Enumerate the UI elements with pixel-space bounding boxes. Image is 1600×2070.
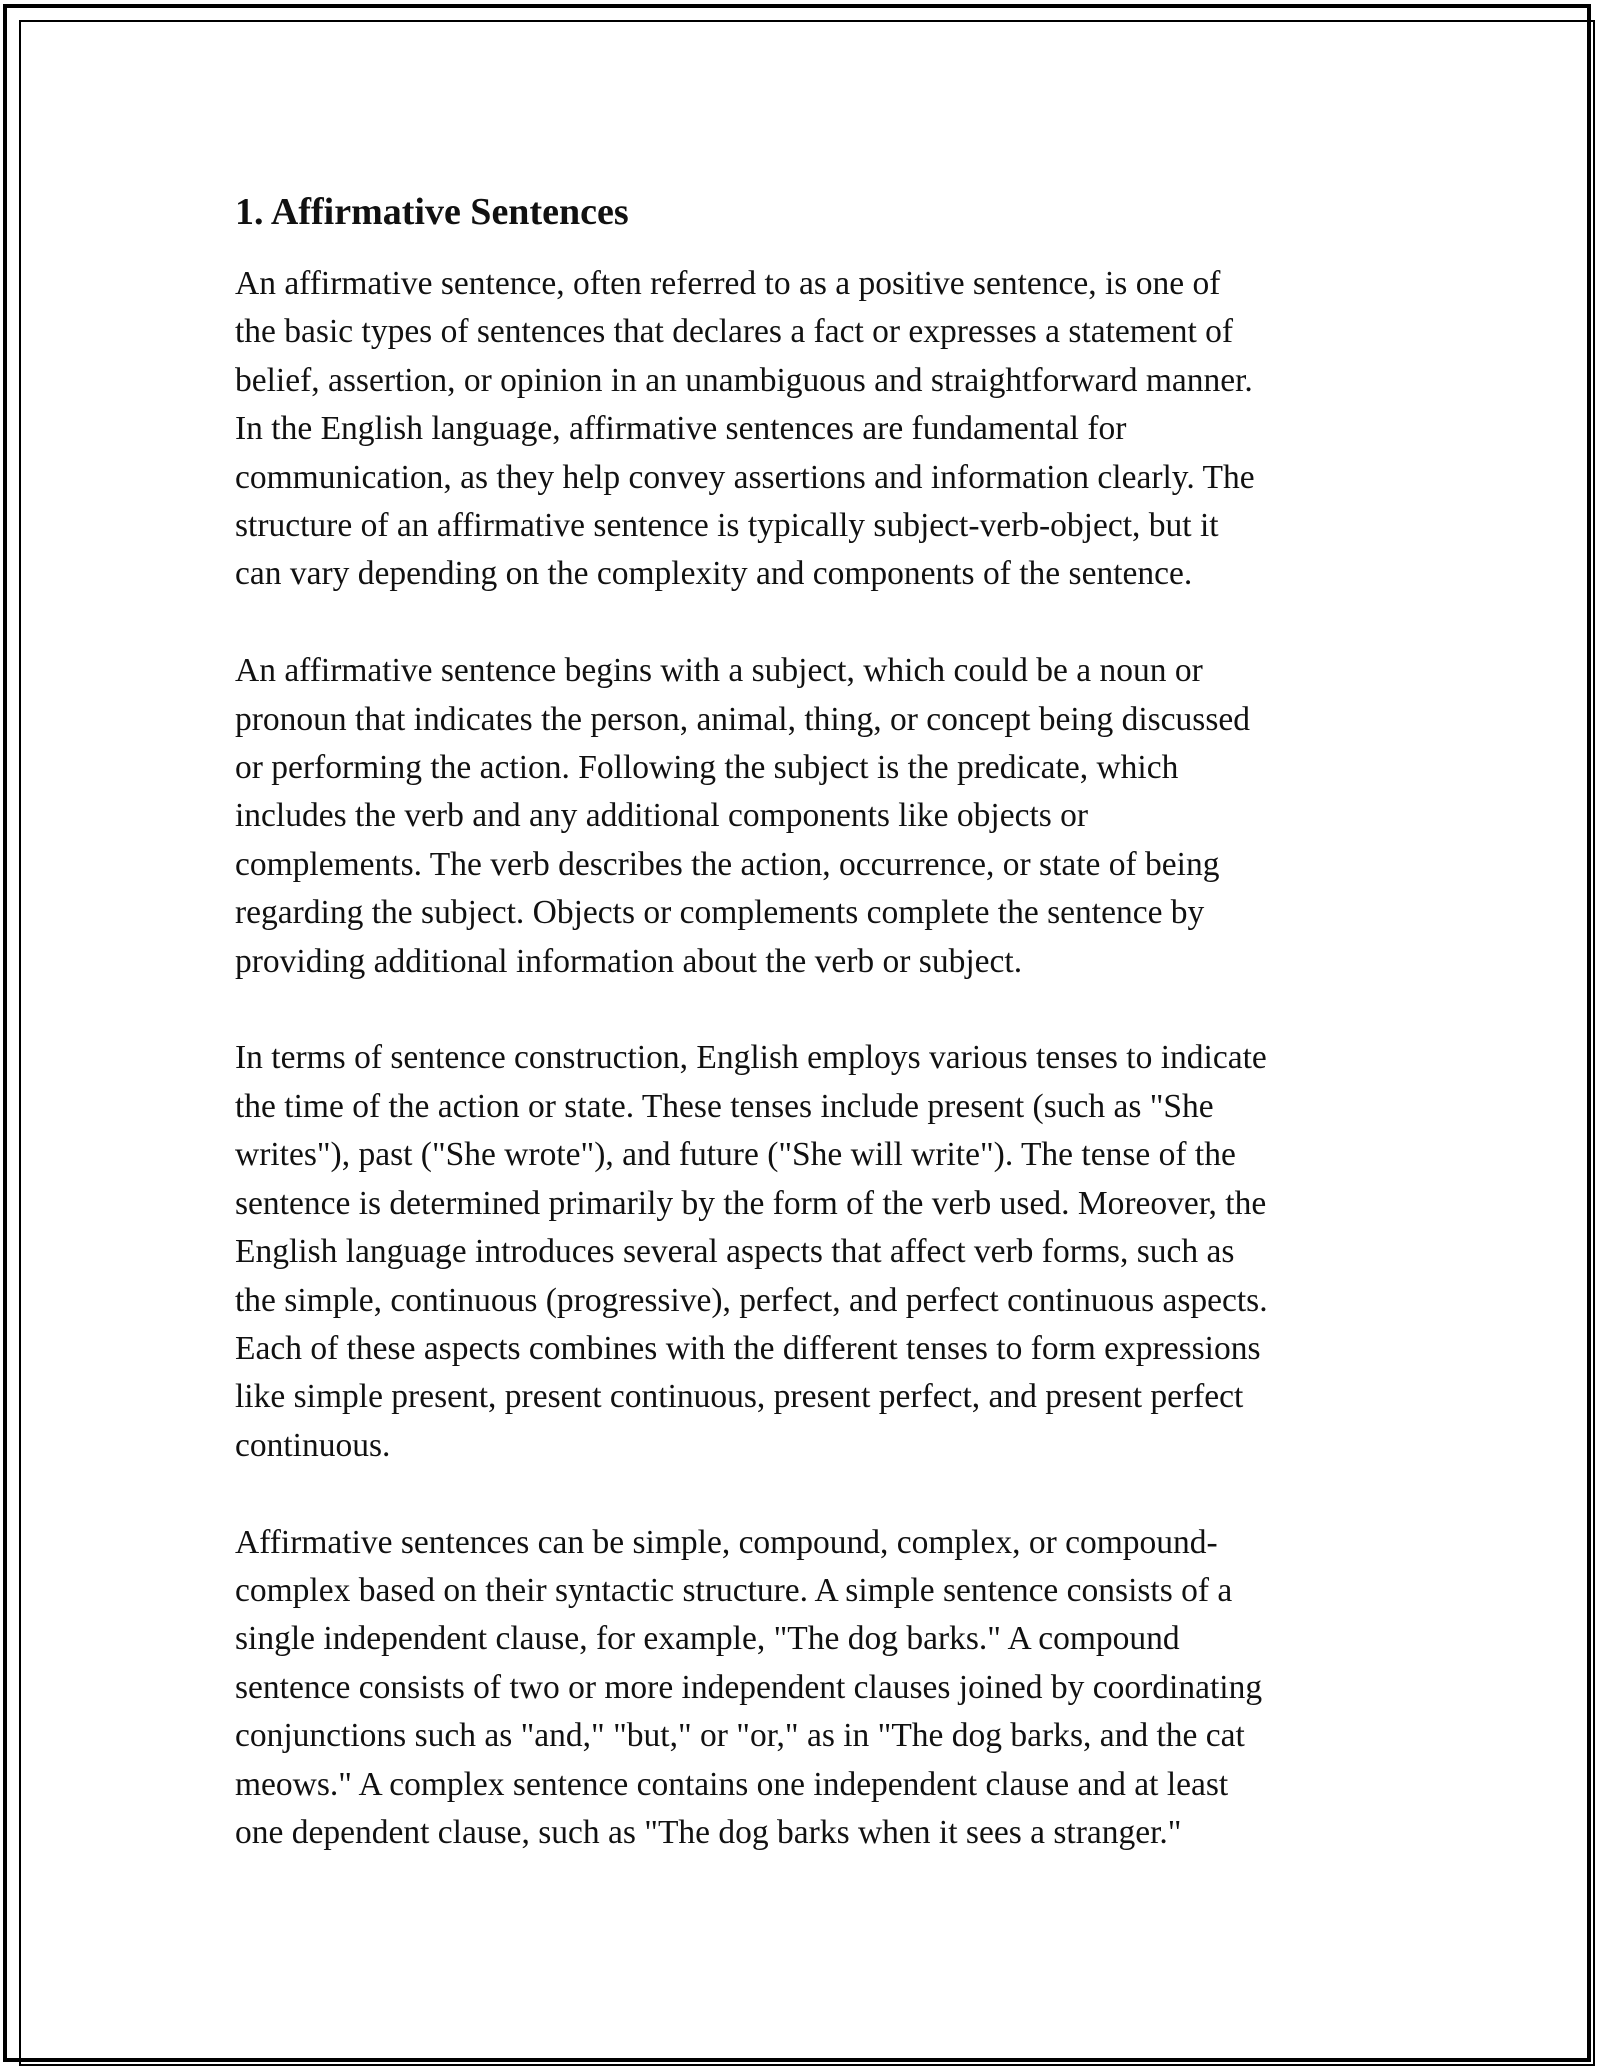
text-line: pronoun that indicates the person, animal, thing, or concept being discussed bbox=[235, 700, 1250, 738]
text-line: includes the verb and any additional components like objects or bbox=[235, 797, 1089, 835]
text-line: the simple, continuous (progressive), perfect, and perfect continuous aspects. bbox=[235, 1281, 1268, 1319]
text-line: the time of the action or state. These tenses include present (such as "She bbox=[235, 1087, 1214, 1125]
document-body bbox=[235, 186, 1380, 1906]
text-line: meows." A complex sentence contains one independent clause and at least bbox=[235, 1765, 1229, 1803]
text-line: one dependent clause, such as "The dog barks when it sees a stranger." bbox=[235, 1813, 1182, 1851]
text-line: In terms of sentence construction, English employs various tenses to indicate bbox=[235, 1039, 1267, 1077]
text-line: like simple present, present continuous, present perfect, and present perfect bbox=[235, 1378, 1244, 1416]
text-line: writes"), past ("She wrote"), and future ("She will write"). The tense of the bbox=[235, 1136, 1236, 1174]
text-line: single independent clause, for example, "The dog barks." A compound bbox=[235, 1620, 1180, 1658]
text-line: Affirmative sentences can be simple, compound, complex, or compound- bbox=[235, 1523, 1218, 1561]
text-line: English language introduces several aspects that affect verb forms, such as bbox=[235, 1233, 1235, 1271]
text-line: Each of these aspects combines with the different tenses to form expressions bbox=[235, 1329, 1261, 1367]
text-line: continuous. bbox=[235, 1426, 391, 1464]
text-line: In the English language, affirmative sentences are fundamental for bbox=[235, 410, 1127, 448]
text-line: An affirmative sentence, often referred to as a positive sentence, is one of bbox=[235, 265, 1221, 302]
text-line: sentence consists of two or more independent clauses joined by coordinating bbox=[235, 1668, 1263, 1706]
text-line: regarding the subject. Objects or complements complete the sentence by bbox=[235, 894, 1205, 932]
text-line: the basic types of sentences that declares a fact or expresses a statement of bbox=[235, 313, 1234, 351]
paragraph-1 bbox=[235, 260, 1380, 599]
paragraph-3 bbox=[235, 1034, 1380, 1470]
paragraph-4 bbox=[235, 1519, 1380, 1858]
text-line: sentence is determined primarily by the form of the verb used. Moreover, the bbox=[235, 1184, 1267, 1222]
text-line: or performing the action. Following the subject is the predicate, which bbox=[235, 749, 1179, 787]
text-line: belief, assertion, or opinion in an unambiguous and straightforward manner. bbox=[235, 361, 1253, 399]
section-heading: 1. Affirmative Sentences bbox=[235, 191, 629, 233]
text-line: communication, as they help convey assertions and information clearly. The bbox=[235, 458, 1255, 496]
text-line: can vary depending on the complexity and components of the sentence. bbox=[235, 555, 1193, 593]
text-line: conjunctions such as "and," "but," or "or," as in "The dog barks, and the cat bbox=[235, 1717, 1245, 1755]
text-line: complements. The verb describes the action, occurrence, or state of being bbox=[235, 845, 1220, 883]
text-line: structure of an affirmative sentence is typically subject-verb-object, but it bbox=[235, 507, 1219, 545]
text-line: providing additional information about the verb or subject. bbox=[235, 942, 1023, 980]
text-line: An affirmative sentence begins with a subject, which could be a noun or bbox=[235, 652, 1203, 690]
text-line: complex based on their syntactic structure. A simple sentence consists of a bbox=[235, 1571, 1233, 1609]
paragraph-2 bbox=[235, 647, 1380, 986]
